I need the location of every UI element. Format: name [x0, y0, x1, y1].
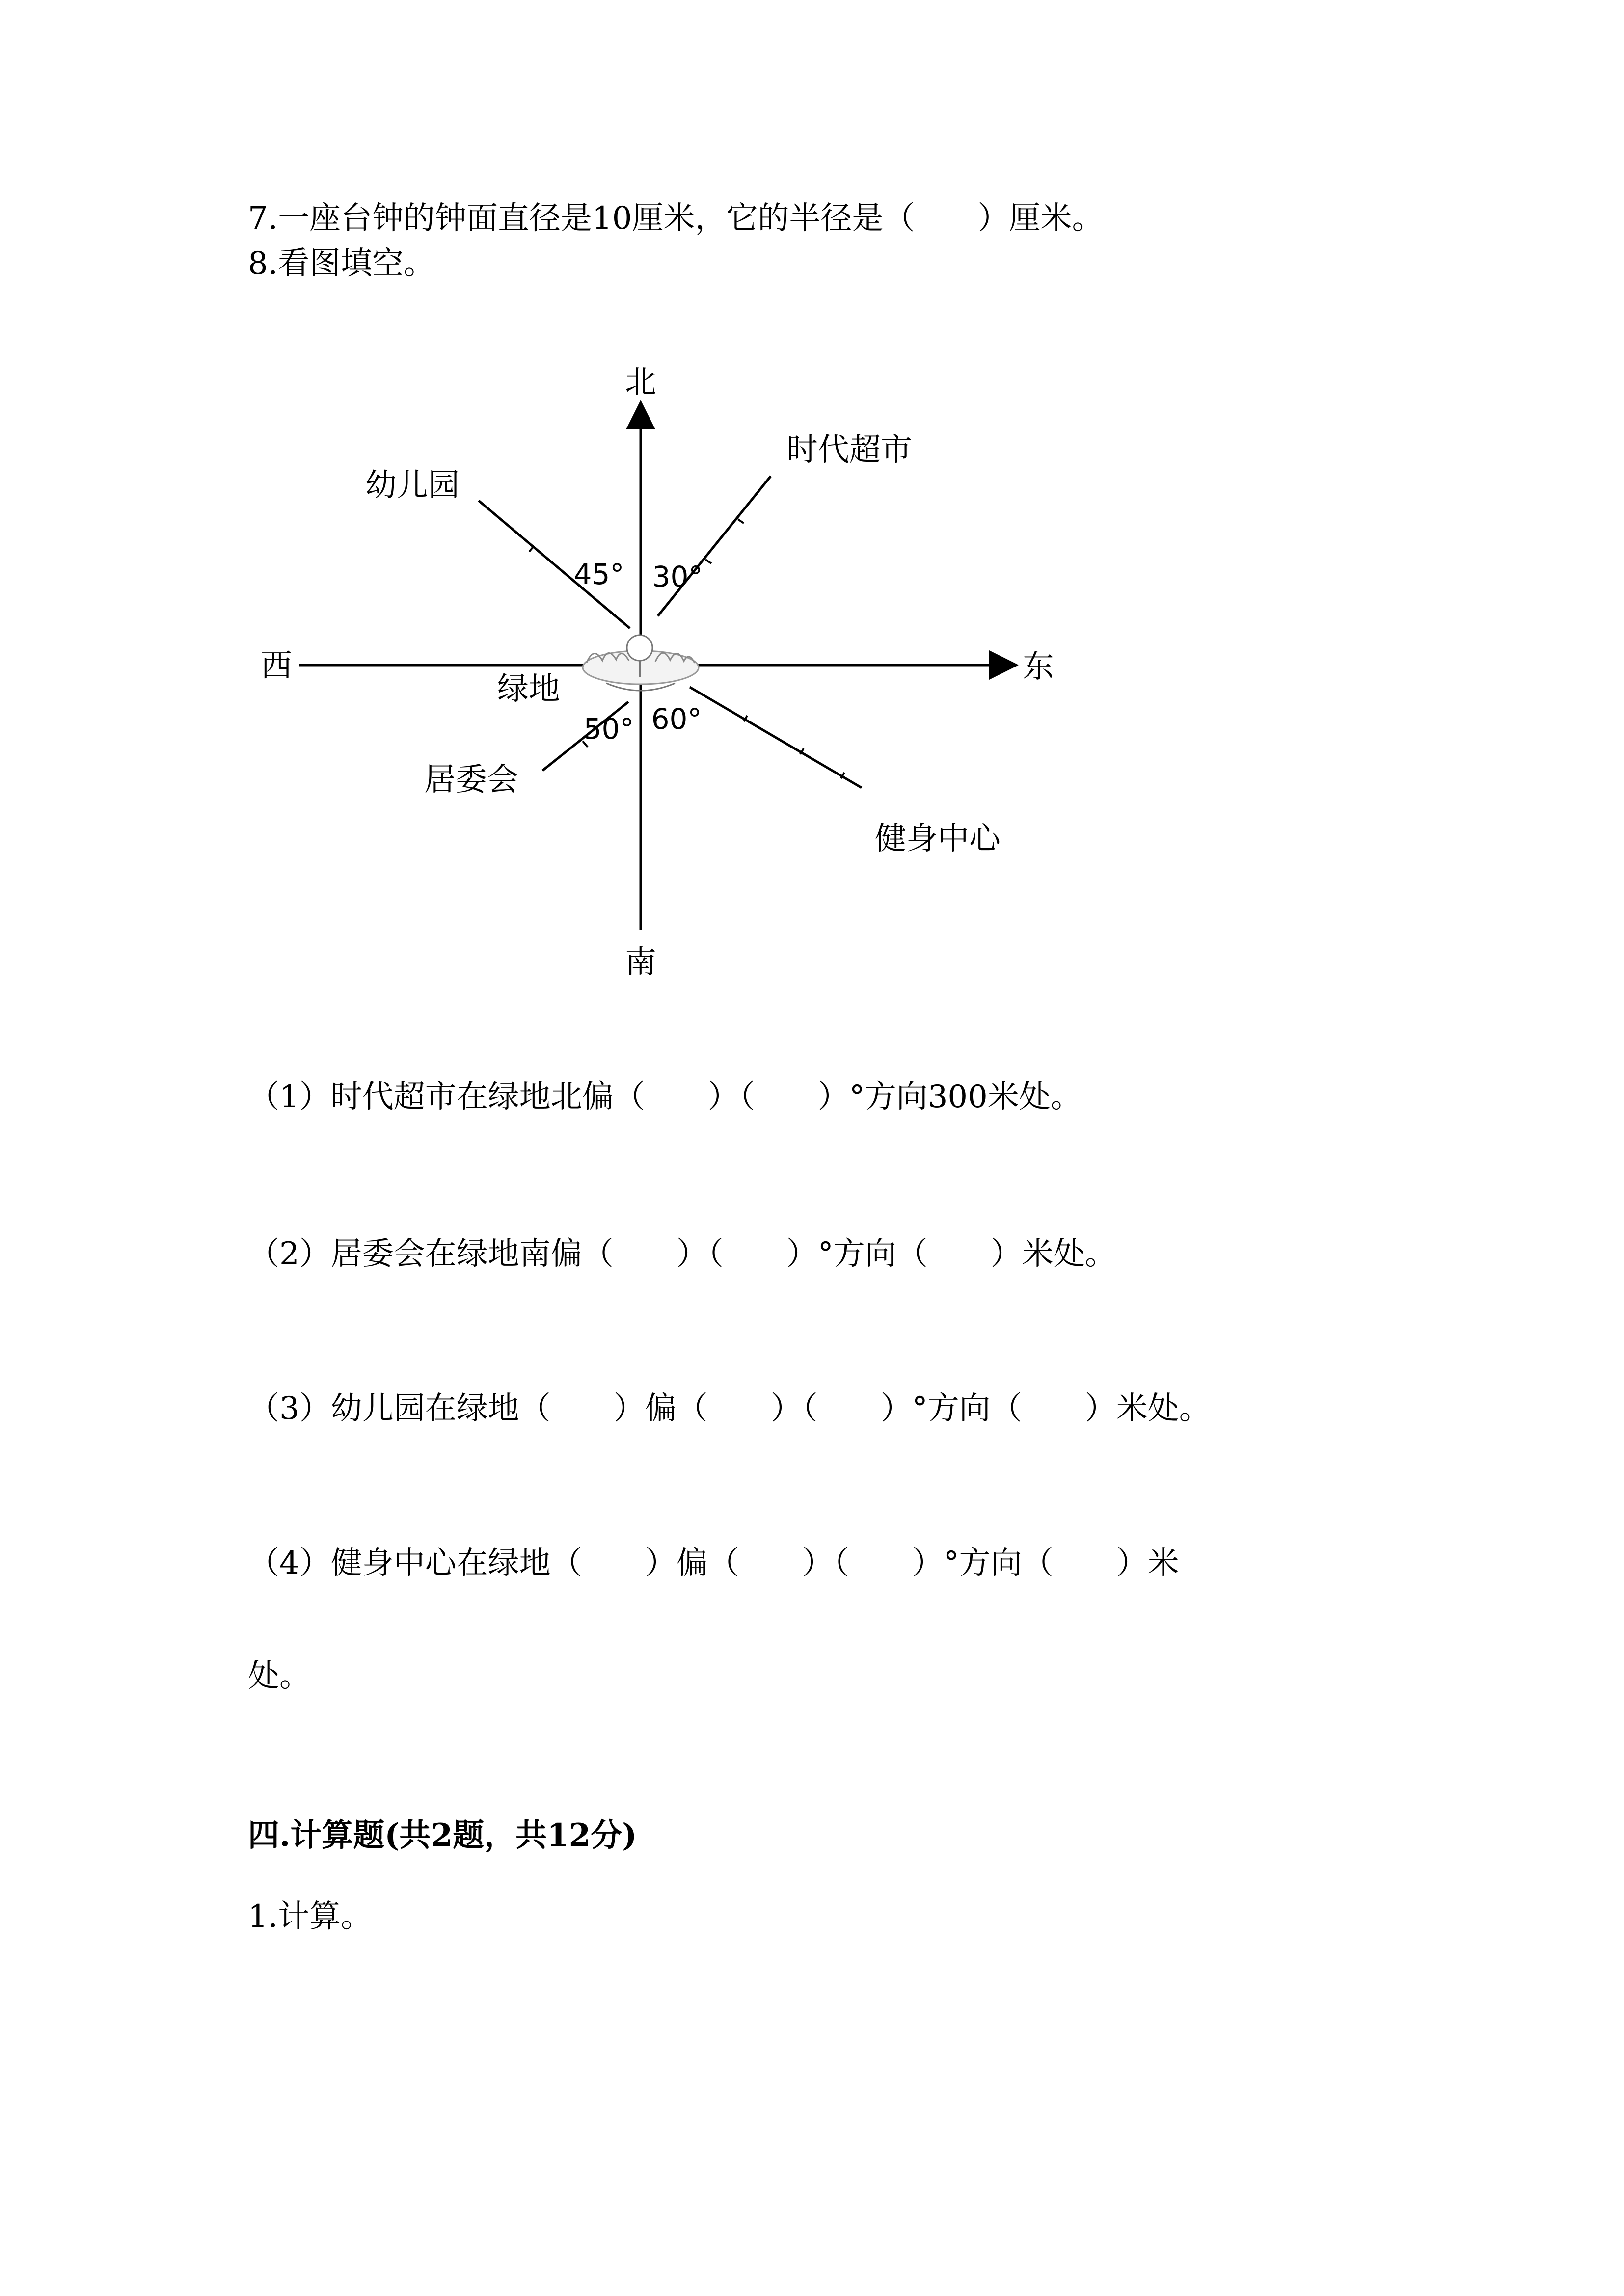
kindergarten-label: 幼儿园	[365, 467, 460, 504]
east-label: 东	[1023, 649, 1054, 685]
fitness-ray	[690, 687, 862, 788]
north-label: 北	[625, 364, 656, 400]
direction-diagram	[248, 353, 1092, 991]
fitness-label: 健身中心	[875, 821, 1001, 857]
subquestion-3: （3）幼儿园在绿地（ ）偏（ ）（ ）°方向（ ）米处。	[248, 1390, 1211, 1427]
green-area-illustration	[583, 635, 699, 691]
fitness-angle: 60°	[651, 702, 702, 736]
supermarket-ray	[658, 476, 771, 616]
subquestion-4-line-1: （4）健身中心在绿地（ ）偏（ ）（ ）°方向（ ）米	[248, 1545, 1179, 1581]
center-label: 绿地	[497, 671, 560, 707]
supermarket-label: 时代超市	[786, 432, 912, 468]
question-7: 7.一座台钟的钟面直径是10厘米，它的半径是（ ）厘米。	[248, 200, 1104, 237]
kindergarten-angle: 45°	[573, 558, 624, 591]
west-label: 西	[261, 648, 292, 684]
supermarket-tick-1	[738, 519, 744, 523]
calculation-question-1: 1.计算。	[248, 1898, 373, 1935]
section-heading: 四.计算题(共2题，共12分)	[248, 1817, 637, 1854]
subquestion-1: （1）时代超市在绿地北偏（ ）（ ）°方向300米处。	[248, 1079, 1082, 1115]
committee-angle: 50°	[583, 712, 634, 746]
supermarket-tick-2	[705, 560, 711, 563]
committee-label: 居委会	[424, 762, 518, 798]
south-label: 南	[625, 944, 656, 981]
subquestion-4-line-2: 处。	[248, 1658, 311, 1694]
question-8: 8.看图填空。	[248, 245, 435, 282]
subquestion-2: （2）居委会在绿地南偏（ ）（ ）°方向（ ）米处。	[248, 1236, 1116, 1272]
supermarket-angle: 30°	[652, 560, 703, 593]
